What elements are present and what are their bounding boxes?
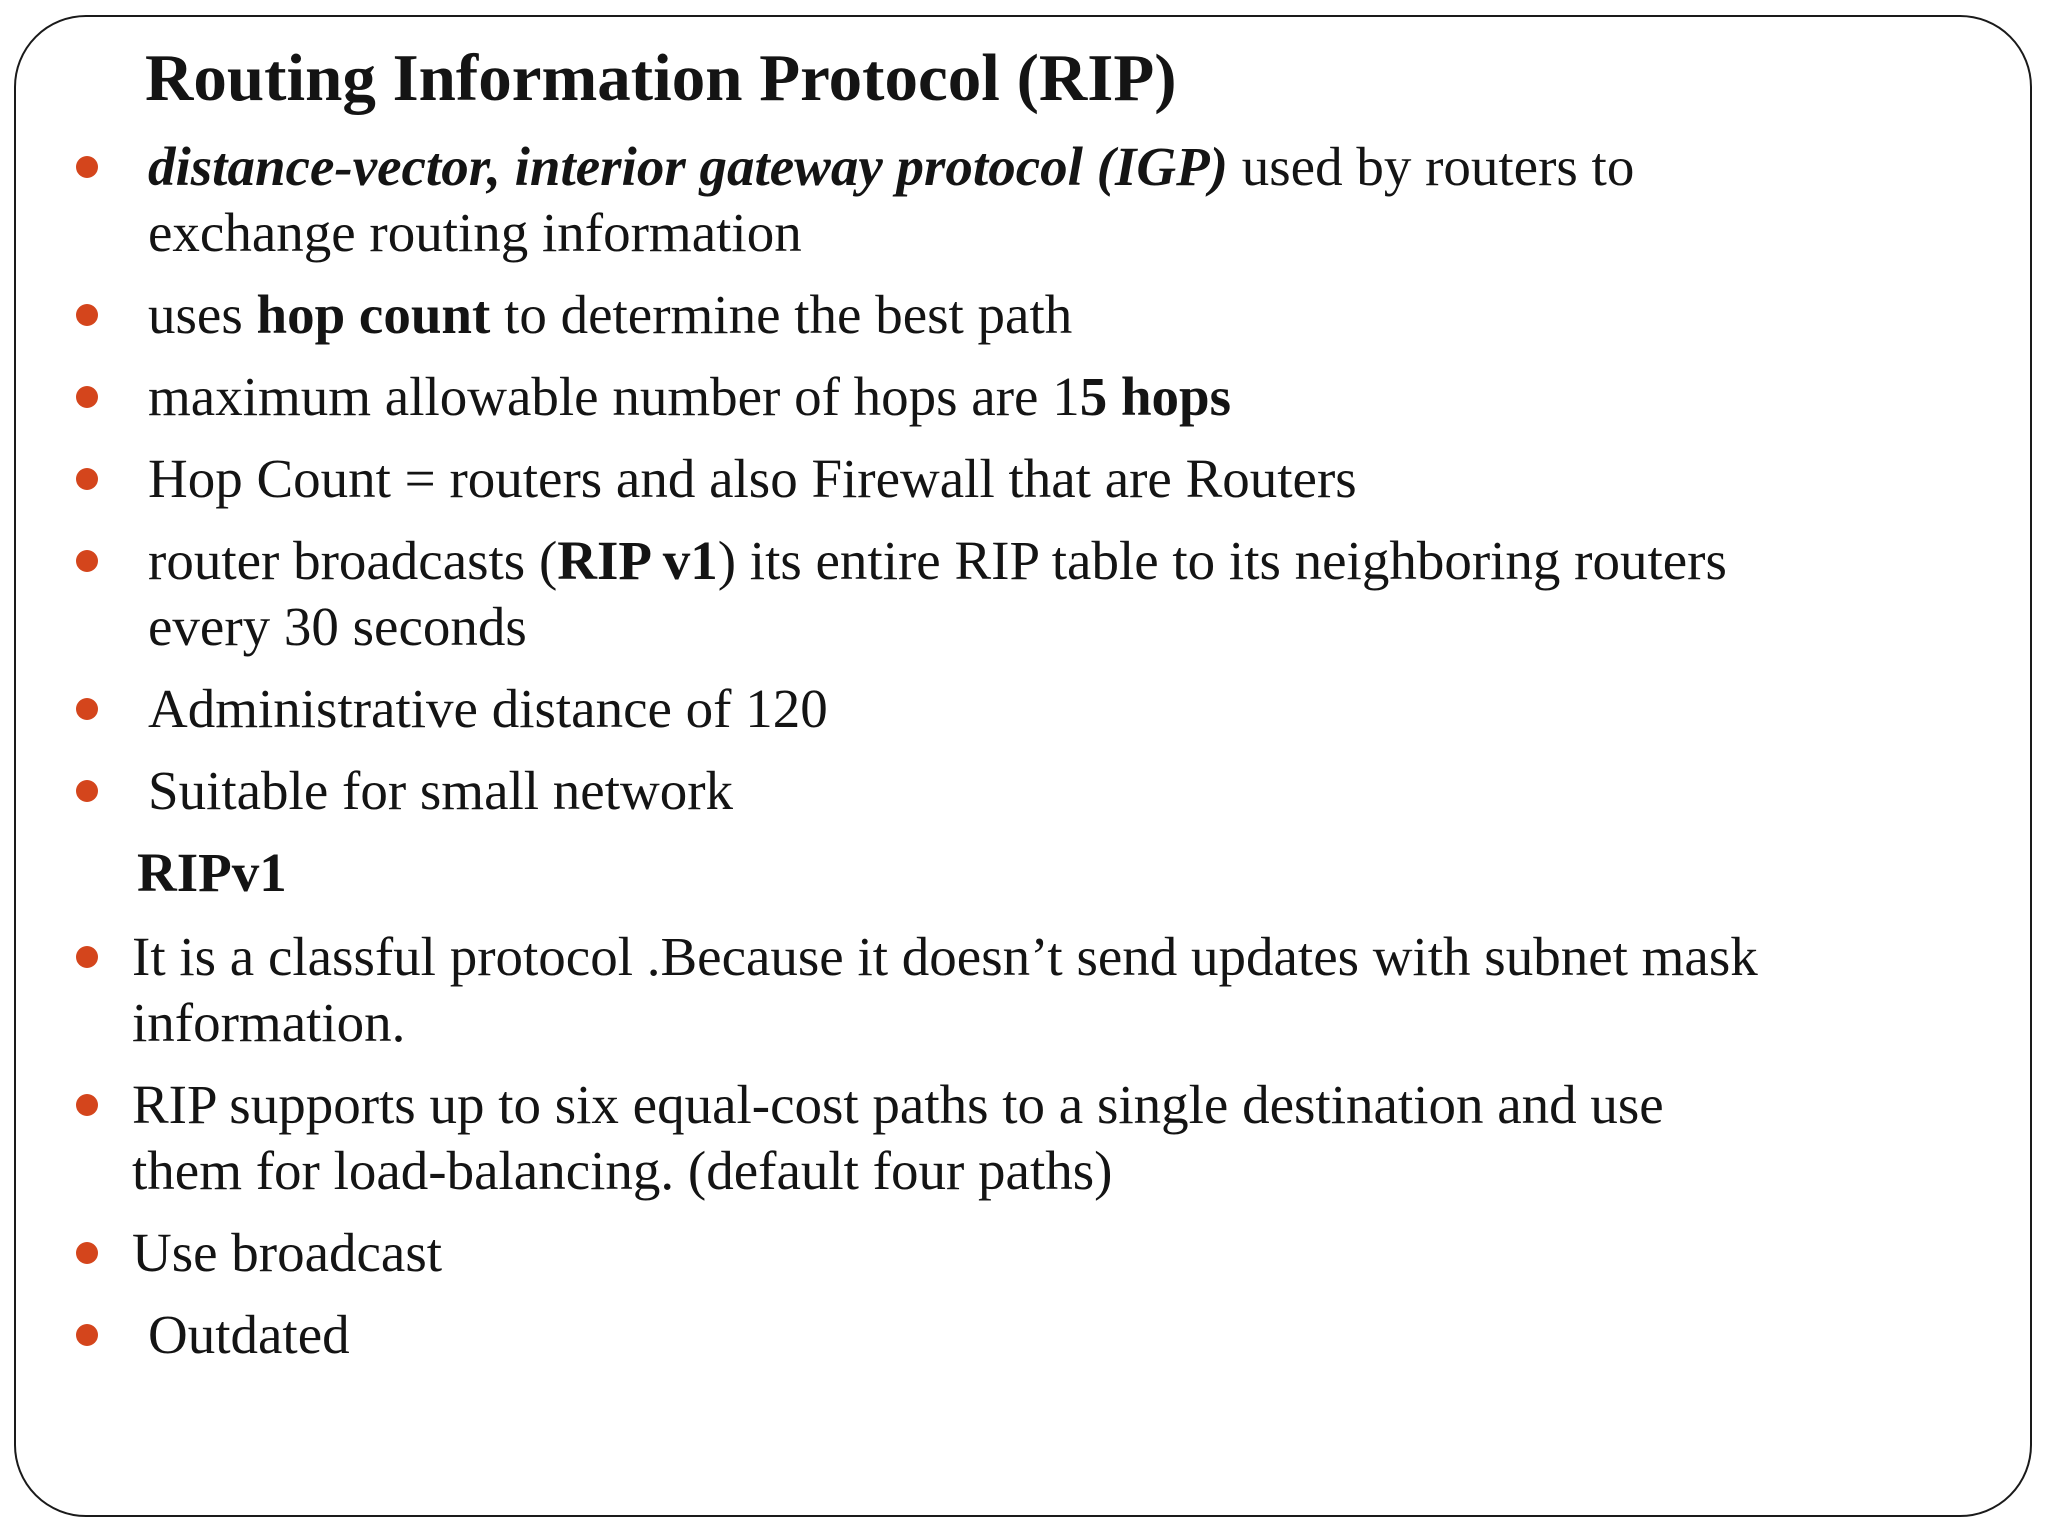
bullet-small-network: Suitable for small network: [148, 760, 734, 821]
slide-title: Routing Information Protocol (RIP): [145, 41, 1177, 115]
bullet-equal-cost-line-1: RIP supports up to six equal-cost paths to a single destination and use: [132, 1074, 1664, 1135]
ripv1-subheading: RIPv1: [137, 842, 287, 903]
bullet-outdated: Outdated: [148, 1304, 350, 1365]
bullet-admin-distance: Administrative distance of 120: [148, 678, 828, 739]
bullet-broadcast-line-2: every 30 seconds: [148, 596, 527, 657]
bullet-hop-count: uses hop count to determine the best path: [148, 284, 1073, 345]
bullet-igp-line-2: exchange routing information: [148, 202, 802, 263]
bullet-hop-count-definition: Hop Count = routers and also Firewall that are Routers: [148, 448, 1357, 509]
rip-v1-term: RIP v1: [557, 530, 718, 591]
bullet-dot: [76, 698, 98, 720]
bullet-dot: [76, 386, 98, 408]
max-hops-value: 5 hops: [1079, 366, 1232, 427]
bullet-use-broadcast: Use broadcast: [132, 1222, 443, 1283]
bullet-equal-cost-line-2: them for load-balancing. (default four paths): [132, 1140, 1113, 1201]
igp-term: distance-vector, interior gateway protocol (IGP): [148, 136, 1228, 197]
bullet-dot: [76, 1324, 98, 1346]
bullet-classful-line-1: It is a classful protocol .Because it doesn’t send updates with subnet mask: [132, 926, 1758, 987]
bullet-dot: [76, 780, 98, 802]
bullet-dot: [76, 550, 98, 572]
hop-count-term: hop count: [256, 284, 491, 345]
bullet-dot: [76, 156, 98, 178]
igp-rest: used by routers to: [1228, 136, 1635, 197]
bullet-dot: [76, 1094, 98, 1116]
bullet-broadcast-line-1: router broadcasts (RIP v1) its entire RIP table to its neighboring routers: [148, 530, 1727, 591]
bullet-igp-line-1: [148, 134, 1634, 200]
bullet-dot: [76, 468, 98, 490]
bullet-classful-line-2: information.: [132, 992, 406, 1053]
bullet-dot: [76, 1242, 98, 1264]
bullet-dot: [76, 304, 98, 326]
bullet-max-hops: maximum allowable number of hops are 15 hops: [148, 366, 1232, 427]
bullet-dot: [76, 946, 98, 968]
